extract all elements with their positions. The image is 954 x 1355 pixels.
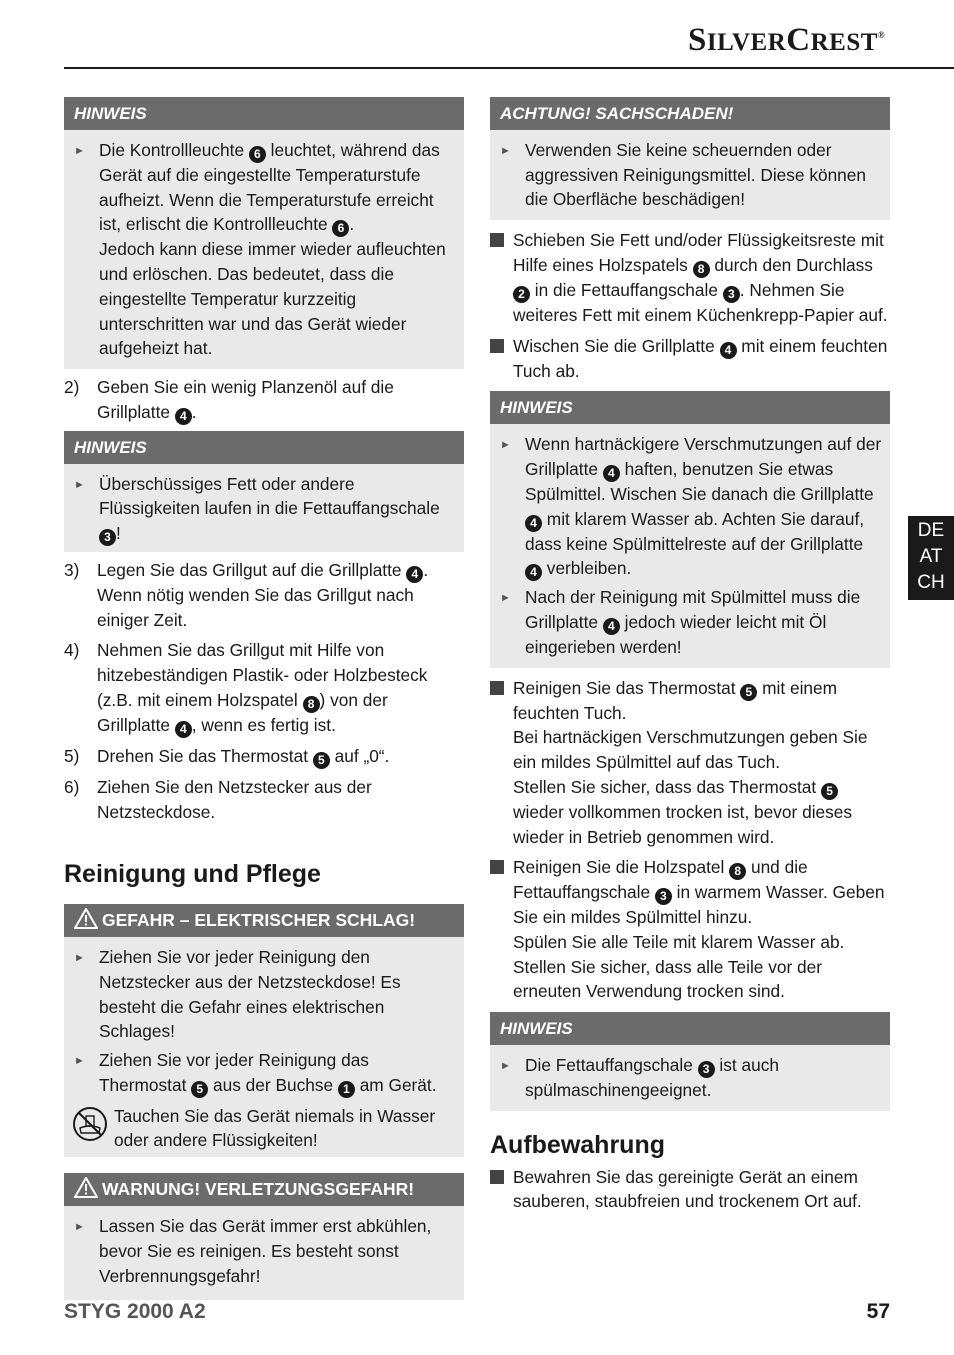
arrow-icon: ►: [74, 1221, 85, 1234]
gefahr-item: ► Ziehen Sie vor jeder Reinigung das Thermostat 5 aus der Buchse 1 am Gerät.: [74, 1050, 437, 1096]
square-bullet-icon: [490, 339, 504, 353]
number-badge: 2: [513, 286, 530, 303]
number-badge: 4: [525, 515, 542, 532]
number-badge: 4: [406, 566, 423, 583]
warnung-title: WARNUNG! VERLETZUNGSGEFAHR!: [64, 1173, 464, 1206]
warning-icon: [74, 908, 98, 929]
achtung-box: [490, 97, 890, 220]
arrow-icon: ►: [500, 1060, 511, 1073]
no-water-icon: [72, 1106, 108, 1142]
hinweis-item: ► Die Fettauffangschale 3 ist auch spülmaschinengeeignet.: [500, 1053, 882, 1103]
warning-icon: [74, 1177, 98, 1198]
number-badge: 3: [698, 1061, 715, 1078]
square-bullet-icon: [490, 1170, 504, 1184]
hinweis-title: HINWEIS: [64, 97, 464, 130]
tab-at: AT: [919, 546, 943, 567]
footer-model: STYG 2000 A2: [64, 1300, 206, 1323]
achtung-item: ► Verwenden Sie keine scheuernden oder aggressiven Reinigungsmittel. Diese können die Oberfläche beschädigen!: [500, 138, 882, 212]
hinweis-box: [490, 1012, 890, 1111]
number-badge: 5: [821, 783, 838, 800]
gefahr-box: [64, 904, 464, 1157]
left-column: [64, 97, 464, 1300]
arrow-icon: ►: [74, 478, 85, 491]
hinweis-box: [64, 97, 464, 369]
arrow-icon: ►: [500, 592, 511, 605]
step-2: 2) Geben Sie ein wenig Planzenöl auf die Grillplatte 4 .: [64, 376, 394, 423]
number-badge: 3: [723, 286, 740, 303]
arrow-icon: ►: [74, 952, 85, 965]
hinweis-item: ► Die Kontrollleuchte 6 leuchtet, während das Gerät auf die eingestellte Temperaturstufe aufheizt. Wenn die Temperaturstufe erreicht ist, erlischt die Kontrollleuchte 6 . Jedoch kann diese immer wieder aufleuchten und erlöschen. Das bedeutet, dass die eingestellte Temperatur kurzzeitig unterschritten war und das Gerät wieder aufgeheizt hat.: [74, 138, 456, 361]
bullet-item: Bewahren Sie das gereinigte Gerät an einem sauberen, staubfreien und trockenem Ort auf.: [490, 1165, 890, 1214]
header-rule: [64, 67, 954, 69]
step-5: 5) Drehen Sie das Thermostat 5 auf „0“.: [64, 745, 390, 767]
number-badge: 4: [603, 618, 620, 635]
arrow-icon: ►: [74, 1055, 85, 1068]
gefahr-item: Tauchen Sie das Gerät niemals in Wasser oder andere Flüssigkeiten!: [74, 1104, 456, 1153]
bullet-item: Schieben Sie Fett und/oder Flüssigkeitsreste mit Hilfe eines Holzspatels 8 durch den Durchlass 2 in die Fettauffangschale 3 . Nehmen Sie weiteres Fett mit einem Küchenkrepp-Papier auf.: [490, 228, 890, 327]
hinweis-item: ► Überschüssiges Fett oder andere Flüssigkeiten laufen in die Fettauffangschale 3 !: [74, 473, 440, 545]
square-bullet-icon: [490, 681, 504, 695]
tab-ch: CH: [917, 572, 945, 593]
square-bullet-icon: [490, 233, 504, 247]
step-4: 4) Nehmen Sie das Grillgut mit Hilfe von hitzebeständigen Plastik- oder Holzbesteck (z.B. mit einem Holzspatel 8 ) von der Grillplatte 4 , wenn es fertig ist.: [64, 640, 428, 736]
warnung-item: ► Lassen Sie das Gerät immer erst abkühlen, bevor Sie es reinigen. Es besteht sonst Verbrennungsgefahr!: [74, 1214, 456, 1288]
number-badge: 5: [313, 752, 330, 769]
number-badge: 6: [249, 146, 266, 163]
step-6: 6) Ziehen Sie den Netzstecker aus der Netzsteckdose.: [64, 776, 372, 822]
step-3: 3) Legen Sie das Grillgut auf die Grillplatte 4 . Wenn nötig wenden Sie das Grillgut nach einiger Zeit.: [64, 560, 429, 630]
hinweis-item: ► Wenn hartnäckigere Verschmutzungen auf der Grillplatte 4 haften, benutzen Sie etwas Spülmittel. Wischen Sie danach die Grillplatte 4 mit klarem Wasser ab. Achten Sie darauf, dass keine Spülmittelreste auf der Grillplatte 4 verbleiben.: [500, 434, 882, 580]
number-badge: 3: [655, 888, 672, 905]
bullet-item: Wischen Sie die Grillplatte 4 mit einem feuchten Tuch ab.: [490, 334, 890, 384]
number-badge: 4: [175, 408, 192, 425]
hinweis-box: [64, 431, 464, 552]
section-heading: Aufbewahrung: [490, 1130, 665, 1159]
number-badge: 1: [338, 1081, 355, 1098]
gefahr-title: GEFAHR – ELEKTRISCHER SCHLAG!: [64, 904, 464, 937]
section-heading: Reinigung und Pflege: [64, 860, 321, 889]
number-badge: 5: [191, 1081, 208, 1098]
arrow-icon: ►: [500, 439, 511, 452]
number-badge: 8: [693, 261, 710, 278]
number-badge: 4: [603, 465, 620, 482]
achtung-title: ACHTUNG! SACHSCHADEN!: [490, 97, 890, 130]
bullet-item: Reinigen Sie die Holzspatel 8 und die Fettauffangschale 3 in warmem Wasser. Geben Sie ein mildes Spülmittel hinzu. Spülen Sie alle Teile mit klarem Wasser ab. Stellen Sie sicher, dass alle Teile vor der erneuten Verwendung trocken sind.: [490, 855, 890, 1004]
arrow-icon: ►: [500, 145, 511, 157]
number-badge: 4: [720, 342, 737, 359]
number-badge: 4: [175, 721, 192, 738]
number-badge: 4: [525, 564, 542, 581]
gefahr-item: ► Ziehen Sie vor jeder Reinigung den Netzstecker aus der Netzsteckdose! Es besteht die Gefahr eines elektrischen Schlages!: [74, 945, 456, 1044]
tab-de: DE: [917, 520, 945, 541]
hinweis-title: HINWEIS: [490, 391, 890, 424]
square-bullet-icon: [490, 860, 504, 874]
number-badge: 3: [99, 529, 116, 546]
hinweis-item: ► Nach der Reinigung mit Spülmittel muss die Grillplatte 4 jedoch wieder leicht mit Öl eingerieben werden!: [500, 585, 882, 659]
number-badge: 5: [740, 684, 757, 701]
hinweis-box: [490, 391, 890, 668]
hinweis-title: HINWEIS: [490, 1012, 890, 1045]
language-tabs: [908, 516, 954, 600]
right-column: [490, 97, 890, 1214]
brand-logo: SILVERCREST®: [688, 22, 886, 58]
bullet-item: Reinigen Sie das Thermostat 5 mit einem feuchten Tuch. Bei hartnäckigen Verschmutzungen geben Sie ein mildes Spülmittel auf das Tuch. Stellen Sie sicher, dass das Thermostat 5 wieder vollkommen trocken ist, bevor dieses wieder in Betrieb genommen wird.: [490, 676, 890, 850]
number-badge: 8: [729, 863, 746, 880]
number-badge: 8: [303, 696, 320, 713]
arrow-icon: ►: [74, 145, 85, 157]
number-badge: 6: [332, 220, 349, 237]
page-number: 57: [866, 1300, 890, 1323]
warnung-box: [64, 1173, 464, 1300]
hinweis-title: HINWEIS: [64, 431, 464, 464]
